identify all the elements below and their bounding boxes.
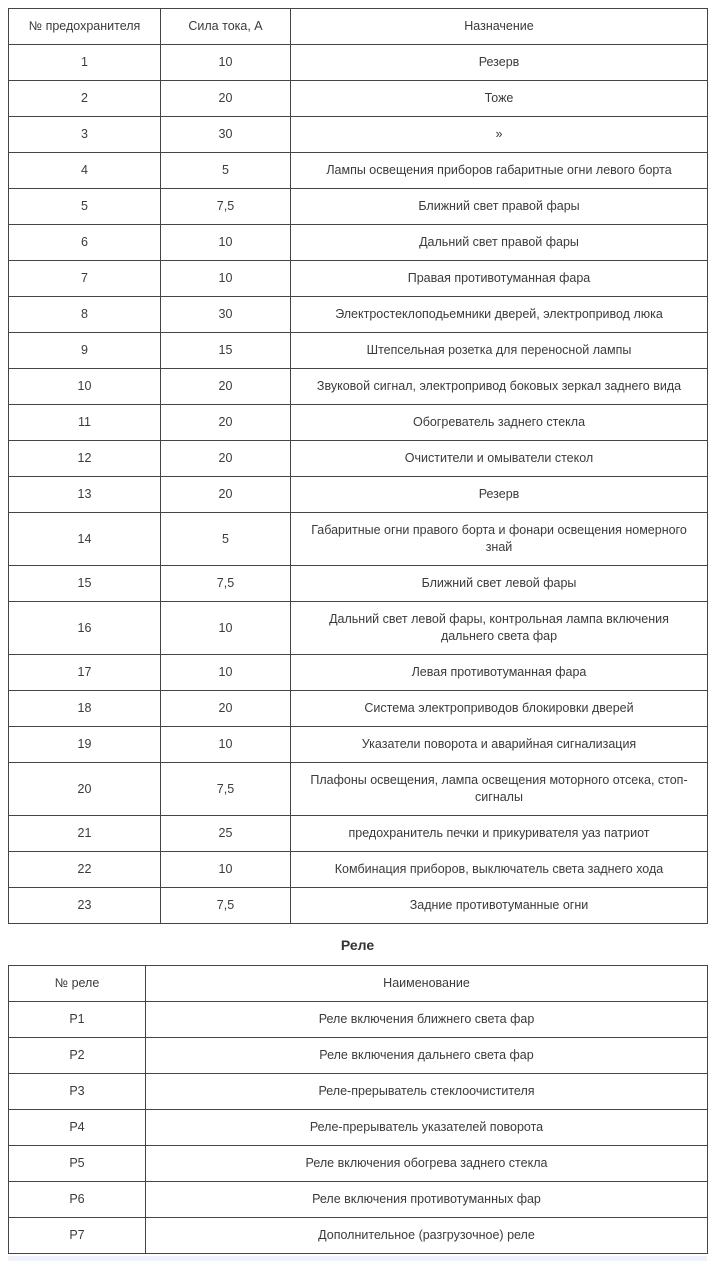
fuse-number-cell: 6: [9, 225, 161, 261]
relay-table-header-row: [9, 966, 708, 1002]
relay-number-cell: Р3: [9, 1074, 146, 1110]
fuse-purpose-cell: Звуковой сигнал, электропривод боковых зеркал заднего вида: [291, 369, 708, 405]
fuse-purpose-cell: Ближний свет левой фары: [291, 566, 708, 602]
fuse-table-row: [9, 297, 708, 333]
fuse-amperage-cell: 10: [161, 261, 291, 297]
relay-name-cell: Реле-прерыватель стеклоочистителя: [146, 1074, 708, 1110]
fuse-amperage-cell: 10: [161, 225, 291, 261]
relay-number-cell: Р7: [9, 1218, 146, 1254]
fuse-table-row: [9, 513, 708, 566]
fuse-number-cell: 19: [9, 727, 161, 763]
relay-table-row: [9, 1218, 708, 1254]
fuse-purpose-cell: Плафоны освещения, лампа освещения моторного отсека, стоп-сигналы: [291, 763, 708, 816]
relay-name-cell: Дополнительное (разгрузочное) реле: [146, 1218, 708, 1254]
relay-table-row: [9, 1110, 708, 1146]
fuse-amperage-cell: 10: [161, 655, 291, 691]
fuse-table-row: [9, 81, 708, 117]
fuse-table-row: [9, 602, 708, 655]
fuse-amperage-cell: 10: [161, 45, 291, 81]
relay-table-row: [9, 1182, 708, 1218]
relay-number-cell: Р5: [9, 1146, 146, 1182]
fuse-table-row: [9, 816, 708, 852]
relay-table-row: [9, 1002, 708, 1038]
fuse-number-cell: 20: [9, 763, 161, 816]
fuse-purpose-cell: Дальний свет левой фары, контрольная лампа включения дальнего света фар: [291, 602, 708, 655]
fuse-purpose-cell: Габаритные огни правого борта и фонари освещения номерного знай: [291, 513, 708, 566]
fuse-table-row: [9, 45, 708, 81]
relay-name-cell: Реле включения дальнего света фар: [146, 1038, 708, 1074]
fuse-table-row: [9, 189, 708, 225]
fuse-amperage-cell: 5: [161, 513, 291, 566]
fuse-table-row: [9, 405, 708, 441]
fuse-amperage-cell: 30: [161, 117, 291, 153]
fuse-amperage-cell: 30: [161, 297, 291, 333]
relay-number-column-header: № реле: [9, 966, 146, 1002]
fuse-number-cell: 1: [9, 45, 161, 81]
fuse-number-cell: 21: [9, 816, 161, 852]
fuse-number-cell: 2: [9, 81, 161, 117]
fuse-amperage-cell: 5: [161, 153, 291, 189]
relay-number-cell: Р1: [9, 1002, 146, 1038]
fuse-table-row: [9, 852, 708, 888]
fuse-purpose-cell: Ближний свет правой фары: [291, 189, 708, 225]
fuse-amperage-cell: 20: [161, 405, 291, 441]
relay-name-cell: Реле-прерыватель указателей поворота: [146, 1110, 708, 1146]
fuse-amperage-column-header: Сила тока, А: [161, 9, 291, 45]
fuse-purpose-column-header: Назначение: [291, 9, 708, 45]
fuse-amperage-cell: 7,5: [161, 189, 291, 225]
fuse-table-row: [9, 655, 708, 691]
fuse-number-cell: 4: [9, 153, 161, 189]
fuse-purpose-cell: предохранитель печки и прикуривателя уаз патриот: [291, 816, 708, 852]
fuse-number-cell: 11: [9, 405, 161, 441]
fuse-amperage-cell: 7,5: [161, 888, 291, 924]
fuse-purpose-cell: Очистители и омыватели стекол: [291, 441, 708, 477]
fuse-purpose-cell: Задние противотуманные огни: [291, 888, 708, 924]
fuse-number-cell: 17: [9, 655, 161, 691]
fuse-amperage-cell: 7,5: [161, 763, 291, 816]
relay-number-cell: Р2: [9, 1038, 146, 1074]
fuse-table-row: [9, 888, 708, 924]
fuse-table-row: [9, 566, 708, 602]
fuse-number-cell: 22: [9, 852, 161, 888]
relay-name-column-header: Наименование: [146, 966, 708, 1002]
fuse-purpose-cell: Дальний свет правой фары: [291, 225, 708, 261]
fuse-purpose-cell: Лампы освещения приборов габаритные огни левого борта: [291, 153, 708, 189]
fuse-table-row: [9, 691, 708, 727]
fuse-purpose-cell: »: [291, 117, 708, 153]
fuse-number-cell: 12: [9, 441, 161, 477]
relay-table-row: [9, 1146, 708, 1182]
fuse-table-header-row: [9, 9, 708, 45]
fuse-number-cell: 9: [9, 333, 161, 369]
fuse-purpose-cell: Система электроприводов блокировки дверей: [291, 691, 708, 727]
fuse-table-row: [9, 117, 708, 153]
fuse-number-cell: 10: [9, 369, 161, 405]
fuse-amperage-cell: 10: [161, 852, 291, 888]
fuse-number-cell: 5: [9, 189, 161, 225]
relay-number-cell: Р4: [9, 1110, 146, 1146]
fuse-table-row: [9, 727, 708, 763]
fuse-purpose-cell: Резерв: [291, 45, 708, 81]
fuse-number-cell: 18: [9, 691, 161, 727]
fuse-number-cell: 13: [9, 477, 161, 513]
relay-table-row: [9, 1038, 708, 1074]
fuse-purpose-cell: Электростеклоподьемники дверей, электропривод люка: [291, 297, 708, 333]
fuse-number-cell: 14: [9, 513, 161, 566]
fuse-amperage-cell: 15: [161, 333, 291, 369]
fuse-amperage-cell: 7,5: [161, 566, 291, 602]
fuse-purpose-cell: Комбинация приборов, выключатель света заднего хода: [291, 852, 708, 888]
fuse-number-cell: 23: [9, 888, 161, 924]
fuse-purpose-cell: Тоже: [291, 81, 708, 117]
relay-name-cell: Реле включения обогрева заднего стекла: [146, 1146, 708, 1182]
fuse-purpose-cell: Указатели поворота и аварийная сигнализация: [291, 727, 708, 763]
fuse-number-cell: 15: [9, 566, 161, 602]
relay-table: [8, 965, 708, 1254]
relay-name-cell: Реле включения противотуманных фар: [146, 1182, 708, 1218]
fuse-table-row: [9, 225, 708, 261]
fuse-number-cell: 16: [9, 602, 161, 655]
fuse-amperage-cell: 20: [161, 369, 291, 405]
fuse-purpose-cell: Штепсельная розетка для переносной лампы: [291, 333, 708, 369]
fuse-table-row: [9, 333, 708, 369]
fuse-purpose-cell: Левая противотуманная фара: [291, 655, 708, 691]
fuse-number-cell: 7: [9, 261, 161, 297]
fuse-amperage-cell: 20: [161, 691, 291, 727]
fuse-table-row: [9, 763, 708, 816]
fuse-number-cell: 3: [9, 117, 161, 153]
fuse-number-cell: 8: [9, 297, 161, 333]
fuse-table-row: [9, 369, 708, 405]
fuse-number-column-header: № предохранителя: [9, 9, 161, 45]
fuse-amperage-cell: 20: [161, 81, 291, 117]
fuse-table-row: [9, 153, 708, 189]
fuse-amperage-cell: 20: [161, 477, 291, 513]
fuse-amperage-cell: 20: [161, 441, 291, 477]
fuse-table-row: [9, 261, 708, 297]
fuse-amperage-cell: 10: [161, 727, 291, 763]
relay-name-cell: Реле включения ближнего света фар: [146, 1002, 708, 1038]
fuse-table-row: [9, 441, 708, 477]
relay-section-title: Реле: [340, 937, 375, 953]
fuse-purpose-cell: Обогреватель заднего стекла: [291, 405, 708, 441]
fuse-table: [8, 8, 708, 924]
fuse-purpose-cell: Резерв: [291, 477, 708, 513]
relay-number-cell: Р6: [9, 1182, 146, 1218]
fuse-amperage-cell: 25: [161, 816, 291, 852]
relay-table-row: [9, 1074, 708, 1110]
page-bottom-strip: [8, 1256, 707, 1261]
fuse-purpose-cell: Правая противотуманная фара: [291, 261, 708, 297]
fuse-table-row: [9, 477, 708, 513]
fuse-amperage-cell: 10: [161, 602, 291, 655]
